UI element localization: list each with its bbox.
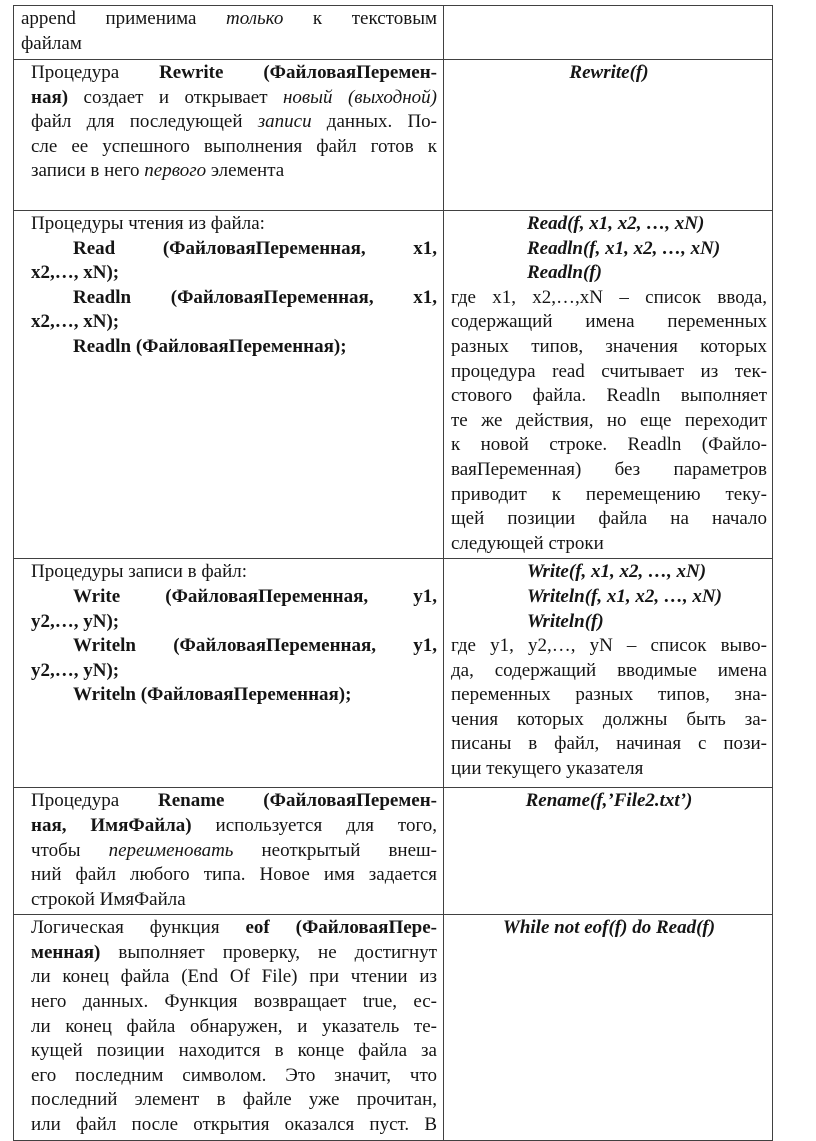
text-line <box>31 110 437 135</box>
text-segment: Writeln(f) <box>527 610 604 632</box>
text-segment: используется для того, <box>191 814 437 836</box>
cell-text-block <box>31 212 437 360</box>
text-segment: создает и открывает <box>68 86 283 108</box>
text-segment: кущей позиции находится в конце файла за <box>31 1040 437 1062</box>
cell-write-description <box>14 559 444 788</box>
text-line <box>451 458 767 483</box>
text-line <box>451 708 767 733</box>
text-line <box>31 212 437 237</box>
text-segment: менная) <box>31 941 101 963</box>
text-segment: Read (ФайловаяПеременная, x1, <box>73 237 437 259</box>
text-segment: записи <box>257 111 312 133</box>
text-segment: файлам <box>21 32 82 54</box>
text-line <box>451 610 767 635</box>
text-line <box>31 286 437 311</box>
text-segment: Rewrite(f) <box>569 62 649 83</box>
text-segment: ли конец файла (End Of File) при чтении из <box>31 966 437 988</box>
cell-text-block <box>31 916 437 1137</box>
text-line <box>31 634 437 659</box>
text-line <box>31 1064 437 1089</box>
text-line <box>31 86 437 111</box>
text-line <box>31 916 437 941</box>
text-segment: или файл после открытия оказался пуст. В <box>31 1114 437 1136</box>
cell-text-block <box>451 789 767 814</box>
table-row-rename <box>14 788 773 915</box>
text-line <box>451 634 767 659</box>
text-line <box>31 789 437 814</box>
text-line <box>451 335 767 360</box>
text-line <box>21 7 437 32</box>
text-segment: Rewrite (ФайловаяПеремен- <box>159 62 437 83</box>
cell-text-block <box>21 7 437 56</box>
cell-write-syntax <box>444 559 773 788</box>
text-line <box>451 789 767 814</box>
text-segment: переименовать <box>108 839 234 861</box>
text-line <box>31 965 437 990</box>
text-line <box>451 433 767 458</box>
text-line <box>31 335 437 360</box>
text-segment: Логическая функция <box>31 917 246 939</box>
text-segment: x2,…, xN); <box>31 262 120 284</box>
text-segment: Read(f, x1, x2, …, xN) <box>527 213 705 234</box>
text-segment: Процедура <box>31 790 158 812</box>
text-line <box>451 659 767 684</box>
text-segment: к новой строке. Readln (Файло- <box>451 434 767 456</box>
text-segment: y2,…, yN); <box>31 610 120 632</box>
text-segment: ли конец файла обнаружен, и указатель те- <box>31 1015 437 1037</box>
text-segment: append применима <box>21 8 226 29</box>
text-segment: Процедуры чтения из файла: <box>31 213 265 234</box>
text-segment: элемента <box>206 160 285 182</box>
text-line <box>31 941 437 966</box>
text-line <box>451 532 767 557</box>
text-line <box>451 261 767 286</box>
text-line <box>451 237 767 262</box>
text-line <box>31 310 437 335</box>
table-row-append-note <box>14 6 773 60</box>
text-line <box>31 585 437 610</box>
table-row-write <box>14 559 773 788</box>
text-segment: процедура read считывает из тек- <box>451 360 767 382</box>
text-segment: Write (ФайловаяПеременная, y1, <box>73 585 437 607</box>
cell-eof-description <box>14 915 444 1140</box>
text-line <box>451 483 767 508</box>
text-line <box>31 863 437 888</box>
text-line <box>451 409 767 434</box>
text-line <box>451 61 767 86</box>
cell-text-block <box>451 560 767 781</box>
cell-eof-syntax <box>444 915 773 1140</box>
text-segment: только <box>226 8 284 29</box>
cell-text-block <box>31 789 437 912</box>
text-line <box>31 135 437 160</box>
cell-append-syntax <box>444 6 773 60</box>
text-line <box>451 916 767 941</box>
text-line <box>31 990 437 1015</box>
cell-text-block <box>451 916 767 941</box>
text-line <box>451 585 767 610</box>
text-segment: строкой ИмяФайла <box>31 888 186 910</box>
text-segment: Writeln (ФайловаяПеременная, y1, <box>73 635 437 657</box>
text-segment: Writeln(f, x1, x2, …, xN) <box>527 585 722 607</box>
procedures-table <box>13 5 773 1141</box>
text-segment: ваяПеременная) без параметров <box>451 458 767 480</box>
text-segment: Writeln (ФайловаяПеременная); <box>73 684 352 706</box>
table-row-eof <box>14 915 773 1140</box>
text-segment: Процедура <box>31 62 160 83</box>
text-segment: Readln (ФайловаяПеременная); <box>73 335 347 357</box>
text-line <box>31 659 437 684</box>
text-segment: да, содержащий вводимые имена <box>451 659 767 681</box>
text-line <box>31 61 437 86</box>
text-segment: к текстовым <box>283 8 437 29</box>
text-segment: eof (ФайловаяПере- <box>245 917 437 939</box>
text-line <box>31 814 437 839</box>
text-line <box>451 360 767 385</box>
table-row-read <box>14 211 773 559</box>
text-segment: ний файл любого типа. Новое имя задается <box>31 864 437 886</box>
text-line <box>31 261 437 286</box>
text-segment: файл для последующей <box>31 111 258 133</box>
text-line <box>31 1088 437 1113</box>
text-line <box>451 286 767 311</box>
text-line <box>31 1039 437 1064</box>
text-segment: следующей строки <box>451 532 604 554</box>
text-segment: Readln(f, x1, x2, …, xN) <box>527 237 721 259</box>
cell-rename-syntax <box>444 788 773 915</box>
text-segment: Readln (ФайловаяПеременная, x1, <box>73 286 437 308</box>
text-segment: Rename(f,’File2.txt’) <box>525 790 693 812</box>
text-segment: Write(f, x1, x2, …, xN) <box>527 561 707 583</box>
text-line <box>31 1015 437 1040</box>
text-line <box>451 310 767 335</box>
text-line <box>21 32 437 57</box>
text-segment: Readln(f) <box>527 262 602 284</box>
text-segment: приводит к перемещению теку- <box>451 483 767 505</box>
text-segment: его последним символом. Это значит, что <box>31 1064 437 1086</box>
cell-rewrite-description <box>14 60 444 211</box>
text-segment: Процедуры записи в файл: <box>31 561 248 583</box>
cell-rewrite-syntax <box>444 60 773 211</box>
cell-append-description <box>14 6 444 60</box>
cell-text-block <box>451 212 767 556</box>
text-line <box>451 212 767 237</box>
text-segment: x2,…, xN); <box>31 311 120 333</box>
text-segment: него данных. Функция возвращает true, ес- <box>31 991 437 1013</box>
text-segment: где y1, y2,…, yN – список выво- <box>451 635 767 657</box>
text-segment: выполняет проверку, не достигнут <box>100 941 437 963</box>
text-segment: ная, ИмяФайла) <box>31 814 192 836</box>
text-segment: новый (выходной) <box>282 86 437 108</box>
text-line <box>31 839 437 864</box>
text-segment: неоткрытый внеш- <box>233 839 437 861</box>
text-segment: писаны в файл, начиная с пози- <box>451 733 767 755</box>
text-line <box>451 732 767 757</box>
text-segment: данных. По- <box>311 111 437 133</box>
cell-text-block <box>31 61 437 184</box>
text-segment: Rename (ФайловаяПеремен- <box>158 790 437 812</box>
text-segment: чтобы <box>31 839 109 861</box>
text-segment: последний элемент в файле уже прочитан, <box>31 1089 437 1111</box>
cell-text-block <box>451 61 767 86</box>
text-line <box>31 560 437 585</box>
text-line <box>31 683 437 708</box>
text-segment: стового файла. Readln выполняет <box>451 385 767 407</box>
text-line <box>451 384 767 409</box>
text-segment: ная) <box>31 86 69 108</box>
text-line <box>31 1113 437 1138</box>
table-row-rewrite <box>14 60 773 211</box>
text-segment: щей позиции файла на начало <box>451 508 767 530</box>
text-segment: первого <box>144 160 207 182</box>
cell-rename-description <box>14 788 444 915</box>
text-line <box>31 237 437 262</box>
text-segment: y2,…, yN); <box>31 659 120 681</box>
text-line <box>451 757 767 782</box>
text-segment: содержащий имена переменных <box>451 311 767 333</box>
text-segment: где x1, x2,…,xN – список ввода, <box>451 286 767 308</box>
text-segment: сле ее успешного выполнения файл готов к <box>31 135 437 157</box>
text-line <box>451 560 767 585</box>
text-segment: переменных разных типов, зна- <box>451 684 767 706</box>
cell-read-syntax <box>444 211 773 559</box>
text-segment: те же действия, но еще переходит <box>451 409 767 431</box>
text-line <box>451 683 767 708</box>
text-line <box>31 888 437 913</box>
text-line <box>31 159 437 184</box>
text-segment: разных типов, значения которых <box>451 335 767 357</box>
text-segment: записи в него <box>31 160 145 182</box>
text-line <box>31 610 437 635</box>
text-segment: ции текущего указателя <box>451 758 644 780</box>
text-segment: чения которых должны быть за- <box>451 708 767 730</box>
text-segment: While not eof(f) do Read(f) <box>502 917 716 939</box>
text-line <box>451 507 767 532</box>
cell-text-block <box>31 560 437 708</box>
cell-read-description <box>14 211 444 559</box>
